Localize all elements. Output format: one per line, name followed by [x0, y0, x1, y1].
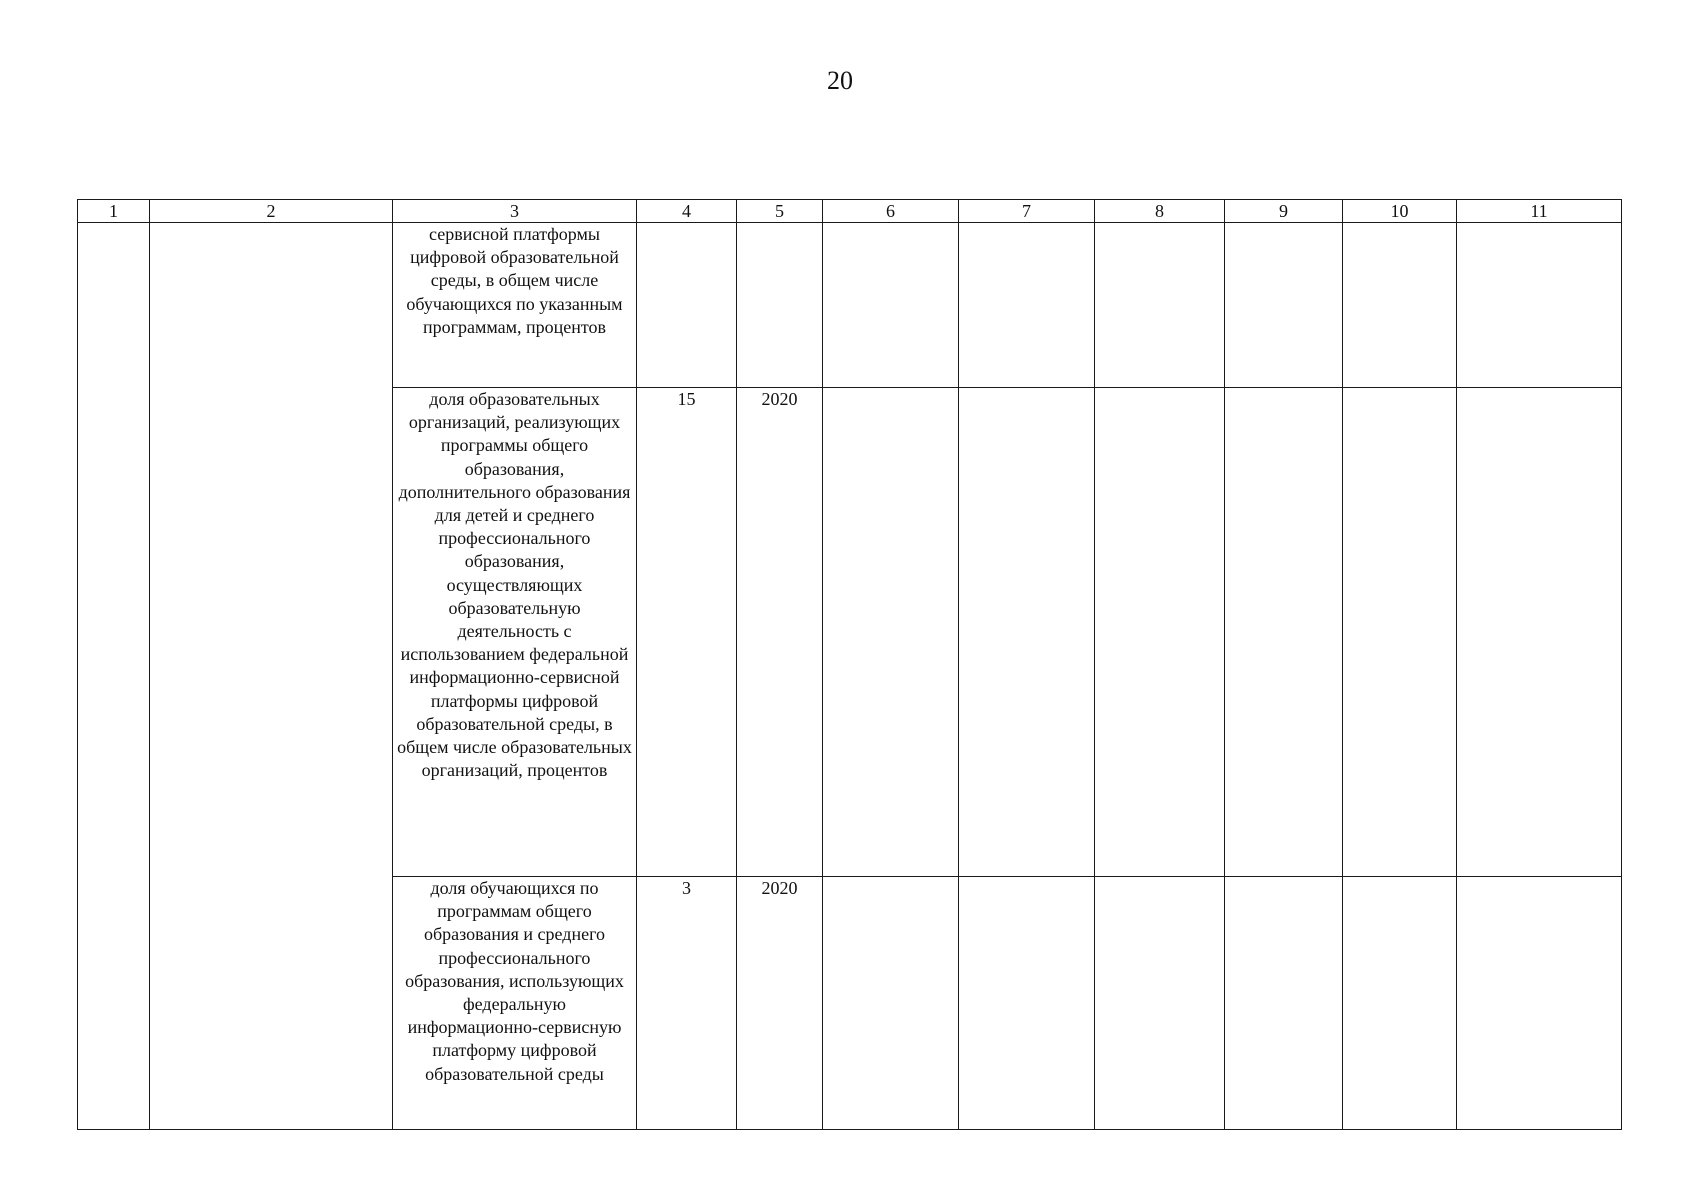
- value-cell: [637, 223, 737, 388]
- empty-cell: [1225, 877, 1343, 1130]
- column-number-6: 6: [823, 200, 959, 223]
- empty-cell: [959, 223, 1095, 388]
- empty-cell: [959, 877, 1095, 1130]
- empty-cell: [1225, 223, 1343, 388]
- column-number-row: [78, 200, 1622, 223]
- table-row: [78, 223, 1622, 388]
- empty-cell: [1343, 388, 1457, 877]
- empty-cell: [1457, 877, 1622, 1130]
- column-number-2: 2: [150, 200, 393, 223]
- value-cell: 3: [637, 877, 737, 1130]
- column-number-3: 3: [393, 200, 637, 223]
- empty-cell: [959, 388, 1095, 877]
- column-number-8: 8: [1095, 200, 1225, 223]
- year-cell: [737, 223, 823, 388]
- column-number-10: 10: [1343, 200, 1457, 223]
- empty-cell: [1343, 877, 1457, 1130]
- column-number-5: 5: [737, 200, 823, 223]
- indicator-cell: сервисной платформы цифровой образовательной среды, в общем числе обучающихся по указанным программам, процентов: [393, 223, 637, 388]
- indicator-cell: доля образовательных организаций, реализующих программы общего образования, дополнительного образования для детей и среднего профессионального образования, осуществляющих образовательную деятельность с использованием федеральной информационно-сервисной платформы цифровой образовательной среды, в общем числе образовательных организаций, процентов: [393, 388, 637, 877]
- indicators-table: [77, 199, 1622, 1130]
- cell-col-2: [150, 223, 393, 1130]
- empty-cell: [823, 877, 959, 1130]
- empty-cell: [1095, 877, 1225, 1130]
- page-number: 20: [827, 66, 853, 95]
- empty-cell: [1457, 223, 1622, 388]
- column-number-1: 1: [78, 200, 150, 223]
- empty-cell: [1457, 388, 1622, 877]
- column-number-9: 9: [1225, 200, 1343, 223]
- column-number-4: 4: [637, 200, 737, 223]
- cell-col-1: [78, 223, 150, 1130]
- empty-cell: [1095, 223, 1225, 388]
- empty-cell: [823, 223, 959, 388]
- column-number-7: 7: [959, 200, 1095, 223]
- empty-cell: [1225, 388, 1343, 877]
- column-number-11: 11: [1457, 200, 1622, 223]
- year-cell: 2020: [737, 388, 823, 877]
- year-cell: 2020: [737, 877, 823, 1130]
- value-cell: 15: [637, 388, 737, 877]
- empty-cell: [1095, 388, 1225, 877]
- empty-cell: [823, 388, 959, 877]
- empty-cell: [1343, 223, 1457, 388]
- indicator-cell: доля обучающихся по программам общего образования и среднего профессионального образования, использующих федеральную информационно-сервисную платформу цифровой образовательной среды: [393, 877, 637, 1130]
